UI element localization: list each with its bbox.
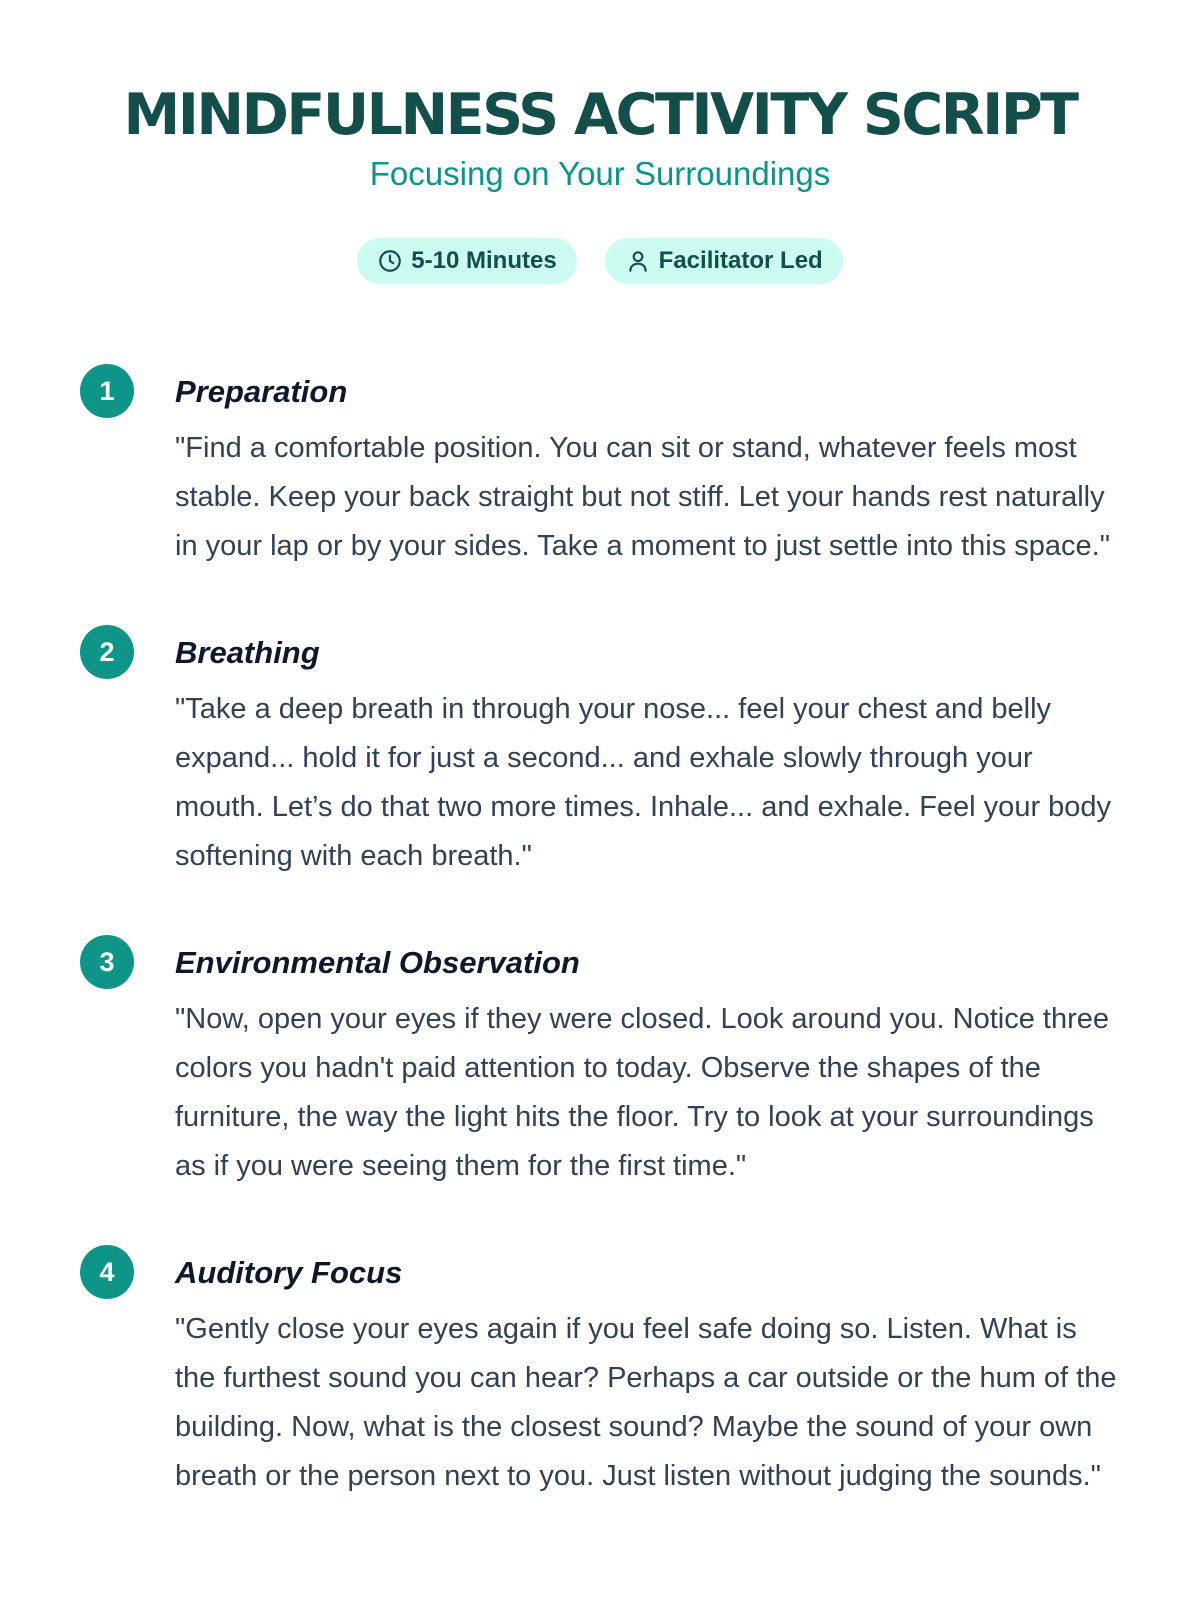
step-script: "Take a deep breath in through your nose... feel your chest and belly expand... hold it for just a second... and exhale slowly through your mouth. Let’s do that two more times. Inhale... and exhale. Feel your body softening with each breath."	[175, 693, 1112, 872]
step-title: Breathing	[175, 635, 320, 670]
facilitator-badge-label: Facilitator Led	[658, 247, 823, 274]
facilitator-badge	[605, 238, 843, 284]
step-number: 2	[80, 625, 134, 679]
header	[0, 0, 1200, 284]
step-script: "Find a comfortable position. You can sit or stand, whatever feels most stable. Keep your back straight but not stiff. Let your hands rest naturally in your lap or by your sides. Take a moment to just settle into this space."	[175, 432, 1110, 562]
step-number: 1	[80, 364, 134, 418]
page-subtitle: Focusing on Your Surroundings	[369, 155, 831, 192]
duration-badge	[357, 238, 576, 284]
step-number: 4	[80, 1245, 134, 1299]
step-environmental-observation	[80, 935, 1120, 1191]
step-number: 3	[80, 935, 134, 989]
step-script: "Gently close your eyes again if you feel safe doing so. Listen. What is the furthest sound you can hear? Perhaps a car outside or the hum of the building. Now, what is the closest sound? Maybe the sound of your own breath or the person next to you. Just listen without judging the sounds."	[175, 1313, 1117, 1492]
duration-badge-label: 5-10 Minutes	[411, 247, 557, 274]
step-title: Environmental Observation	[175, 945, 580, 980]
clock-icon	[377, 248, 403, 274]
step-preparation	[80, 364, 1120, 571]
step-script: "Now, open your eyes if they were closed. Look around you. Notice three colors you hadn't paid attention to today. Observe the shapes of the furniture, the way the light hits the floor. Try to look at your surroundings as if you were seeing them for the first time."	[175, 1003, 1109, 1182]
page-title: MINDFULNESS ACTIVITY SCRIPT	[123, 82, 1077, 148]
user-icon	[625, 248, 651, 274]
step-auditory-focus	[80, 1245, 1120, 1501]
step-title: Auditory Focus	[175, 1255, 403, 1290]
badge-row	[0, 238, 1200, 284]
step-breathing	[80, 625, 1120, 881]
steps-list	[0, 364, 1200, 1501]
step-title: Preparation	[175, 374, 348, 409]
